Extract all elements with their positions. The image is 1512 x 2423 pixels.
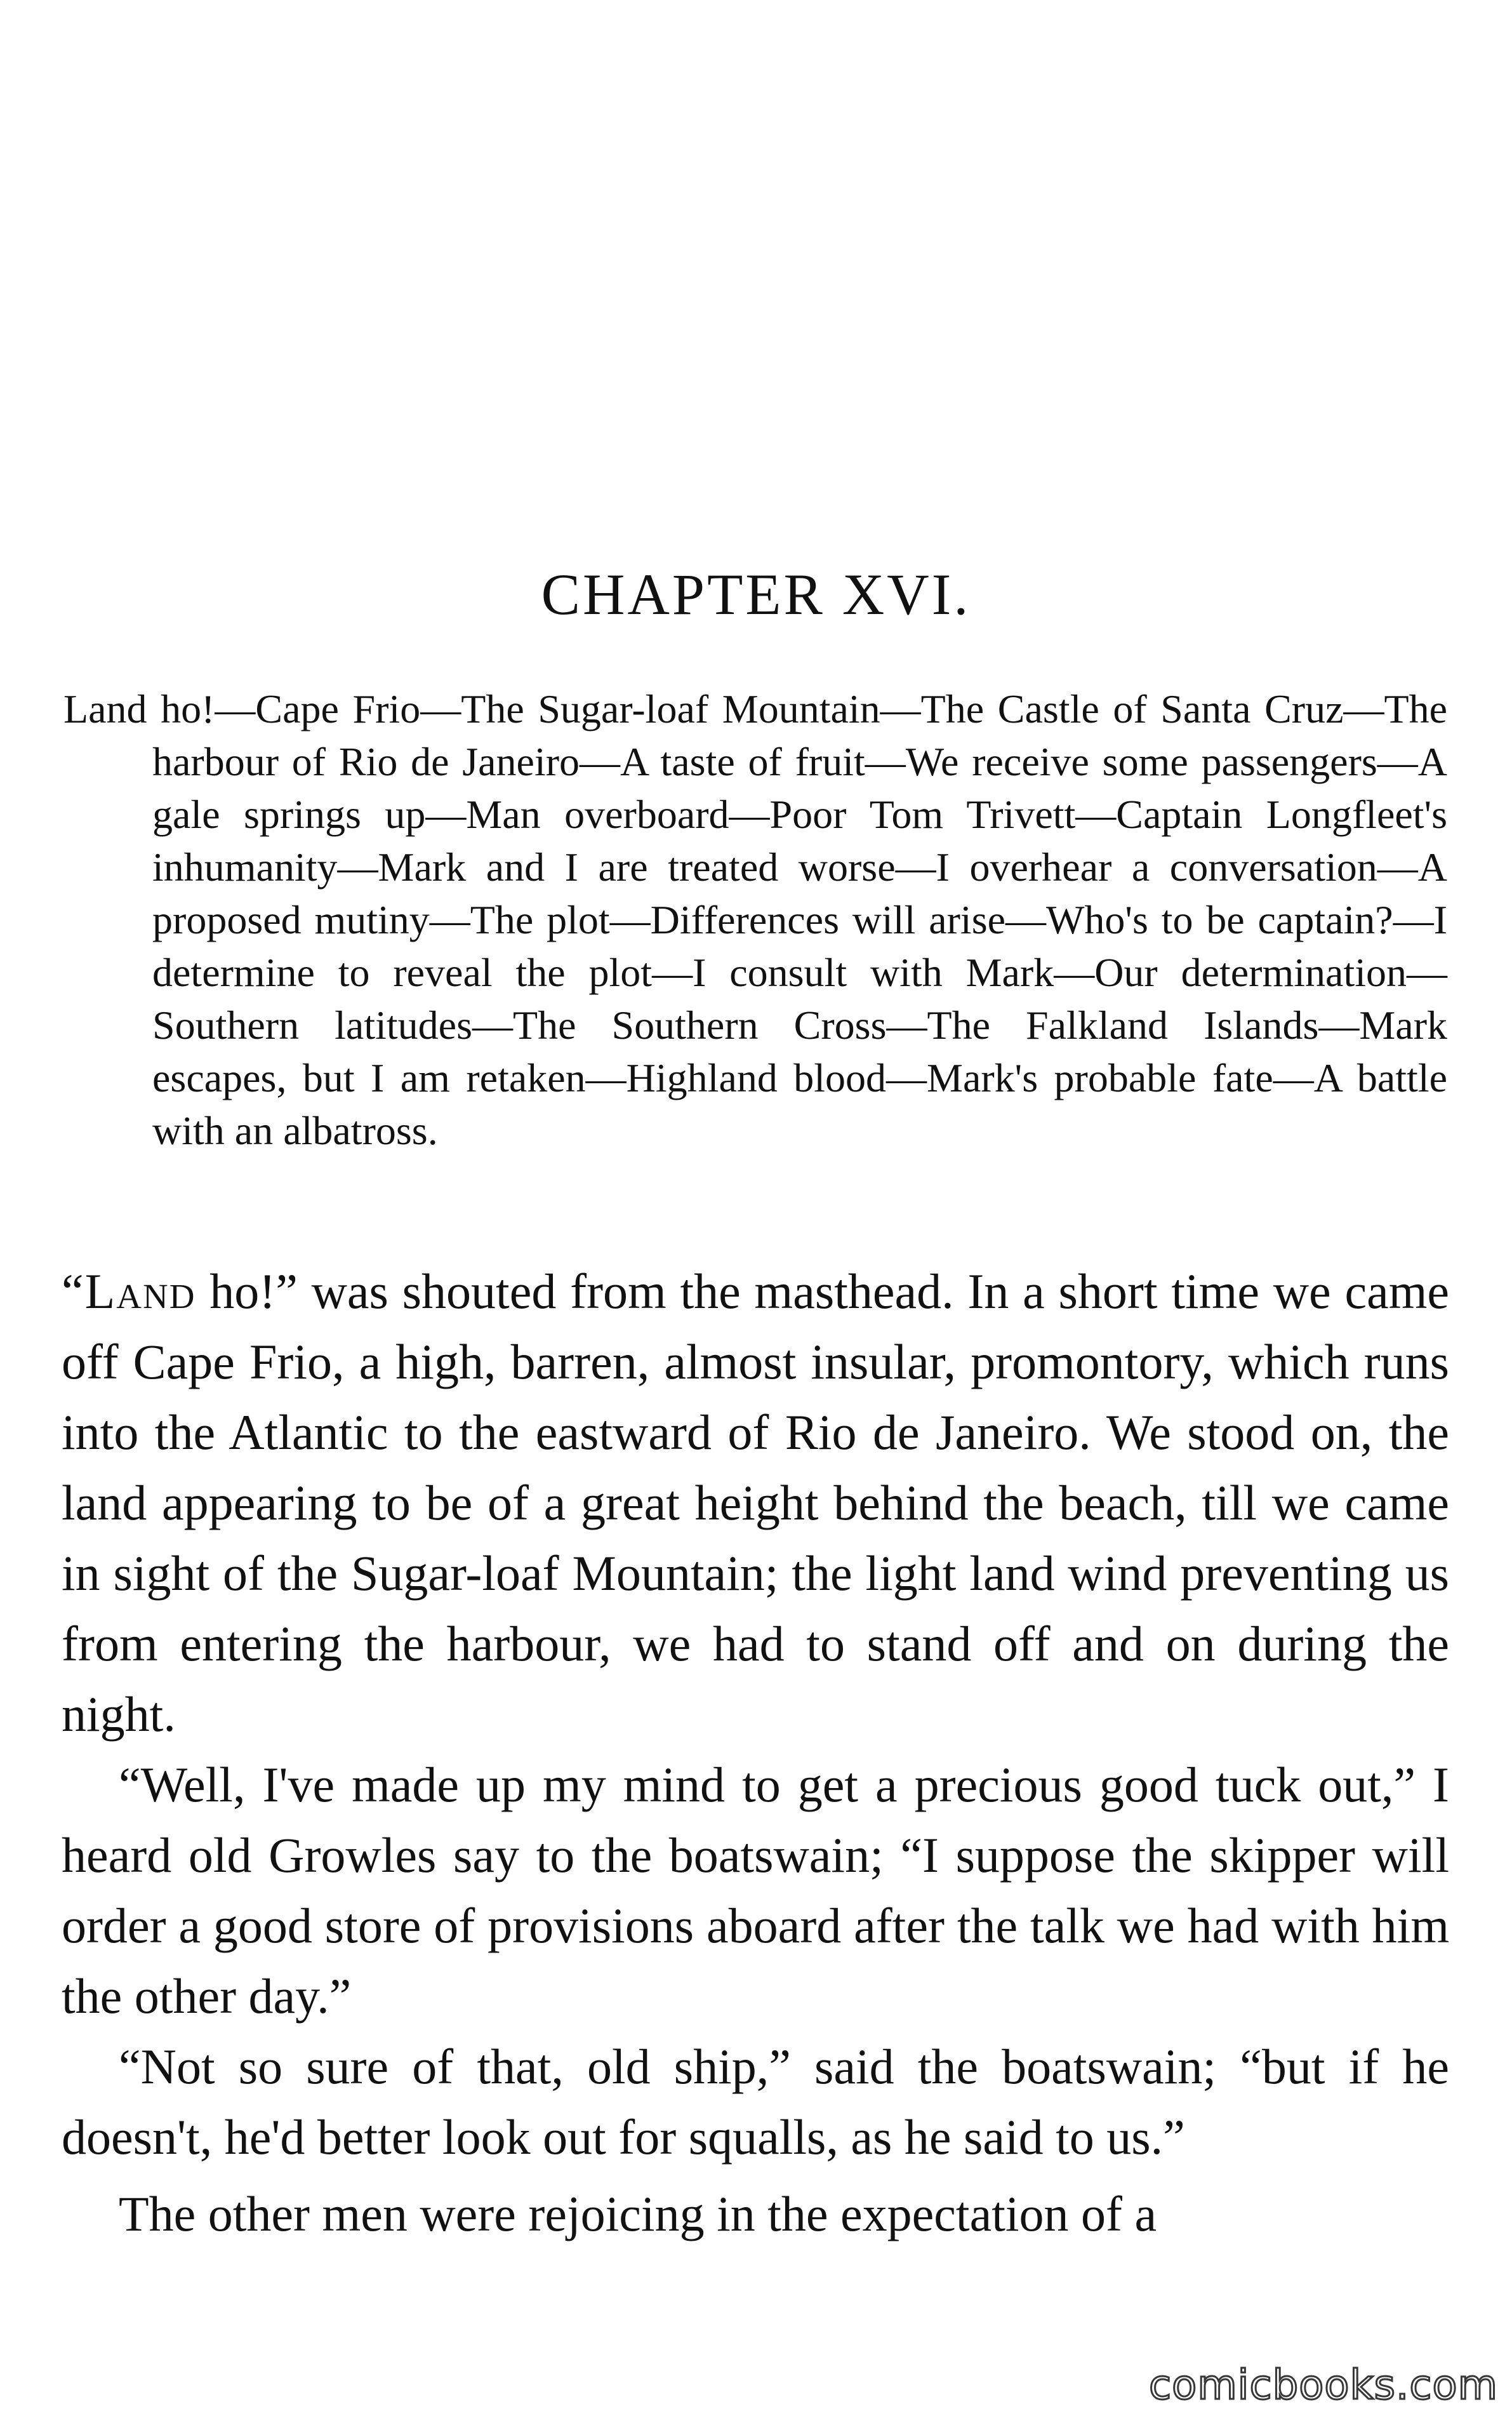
paragraph-3: “Not so sure of that, old ship,” said the boatswain; “but if he doesn't, he'd better look out for squalls, as he said to us.” [62,2039,1449,2165]
paragraph-1-opening-word: “Land [62,1264,196,1319]
paragraph-2: “Well, I've made up my mind to get a precious good tuck out,” I heard old Growles say to the boatswain; “I suppose the skipper will order a good store of provisions aboard after the talk we had with him the other day.” [62,1757,1449,2024]
paragraph-1 [62,1256,1449,1749]
watermark-logo: comicbooks.com [1148,2362,1498,2409]
chapter-synopsis: Land ho!—Cape Frio—The Sugar-loaf Mountain—The Castle of Santa Cruz—The harbour of Rio de Janeiro—A taste of fruit—We receive some passengers—A gale springs up—Man overboard—Poor Tom Trivett—Captain Longfleet's inhumanity—Mark and I are treated worse—I overhear a conversation—A proposed mutiny—The plot—Differences will arise—Who's to be captain?—I determine to reveal the plot—I consult with Mark—Our determination—Southern latitudes—The Southern Cross—The Falkland Islands—Mark escapes, but I am retaken—Highland blood—Mark's probable fate—A battle with an albatross. [63,686,1447,1153]
paragraph-4: The other men were rejoicing in the expectation of a [119,2186,1157,2241]
chapter-body [62,1256,1449,2249]
chapter-title: CHAPTER XVI. [541,562,971,627]
paragraph-1-text: ho!” was shouted from the masthead. In a short time we came off Cape Frio, a high, barren, almost insular, promontory, which runs into the Atlantic to the eastward of Rio de Janeiro. We stood on, the land appearing to be of a great height behind the beach, till we came in sight of the Sugar-loaf Mountain; the light land wind preventing us from entering the harbour, we had to stand off and on during the night. [62,1264,1449,1742]
